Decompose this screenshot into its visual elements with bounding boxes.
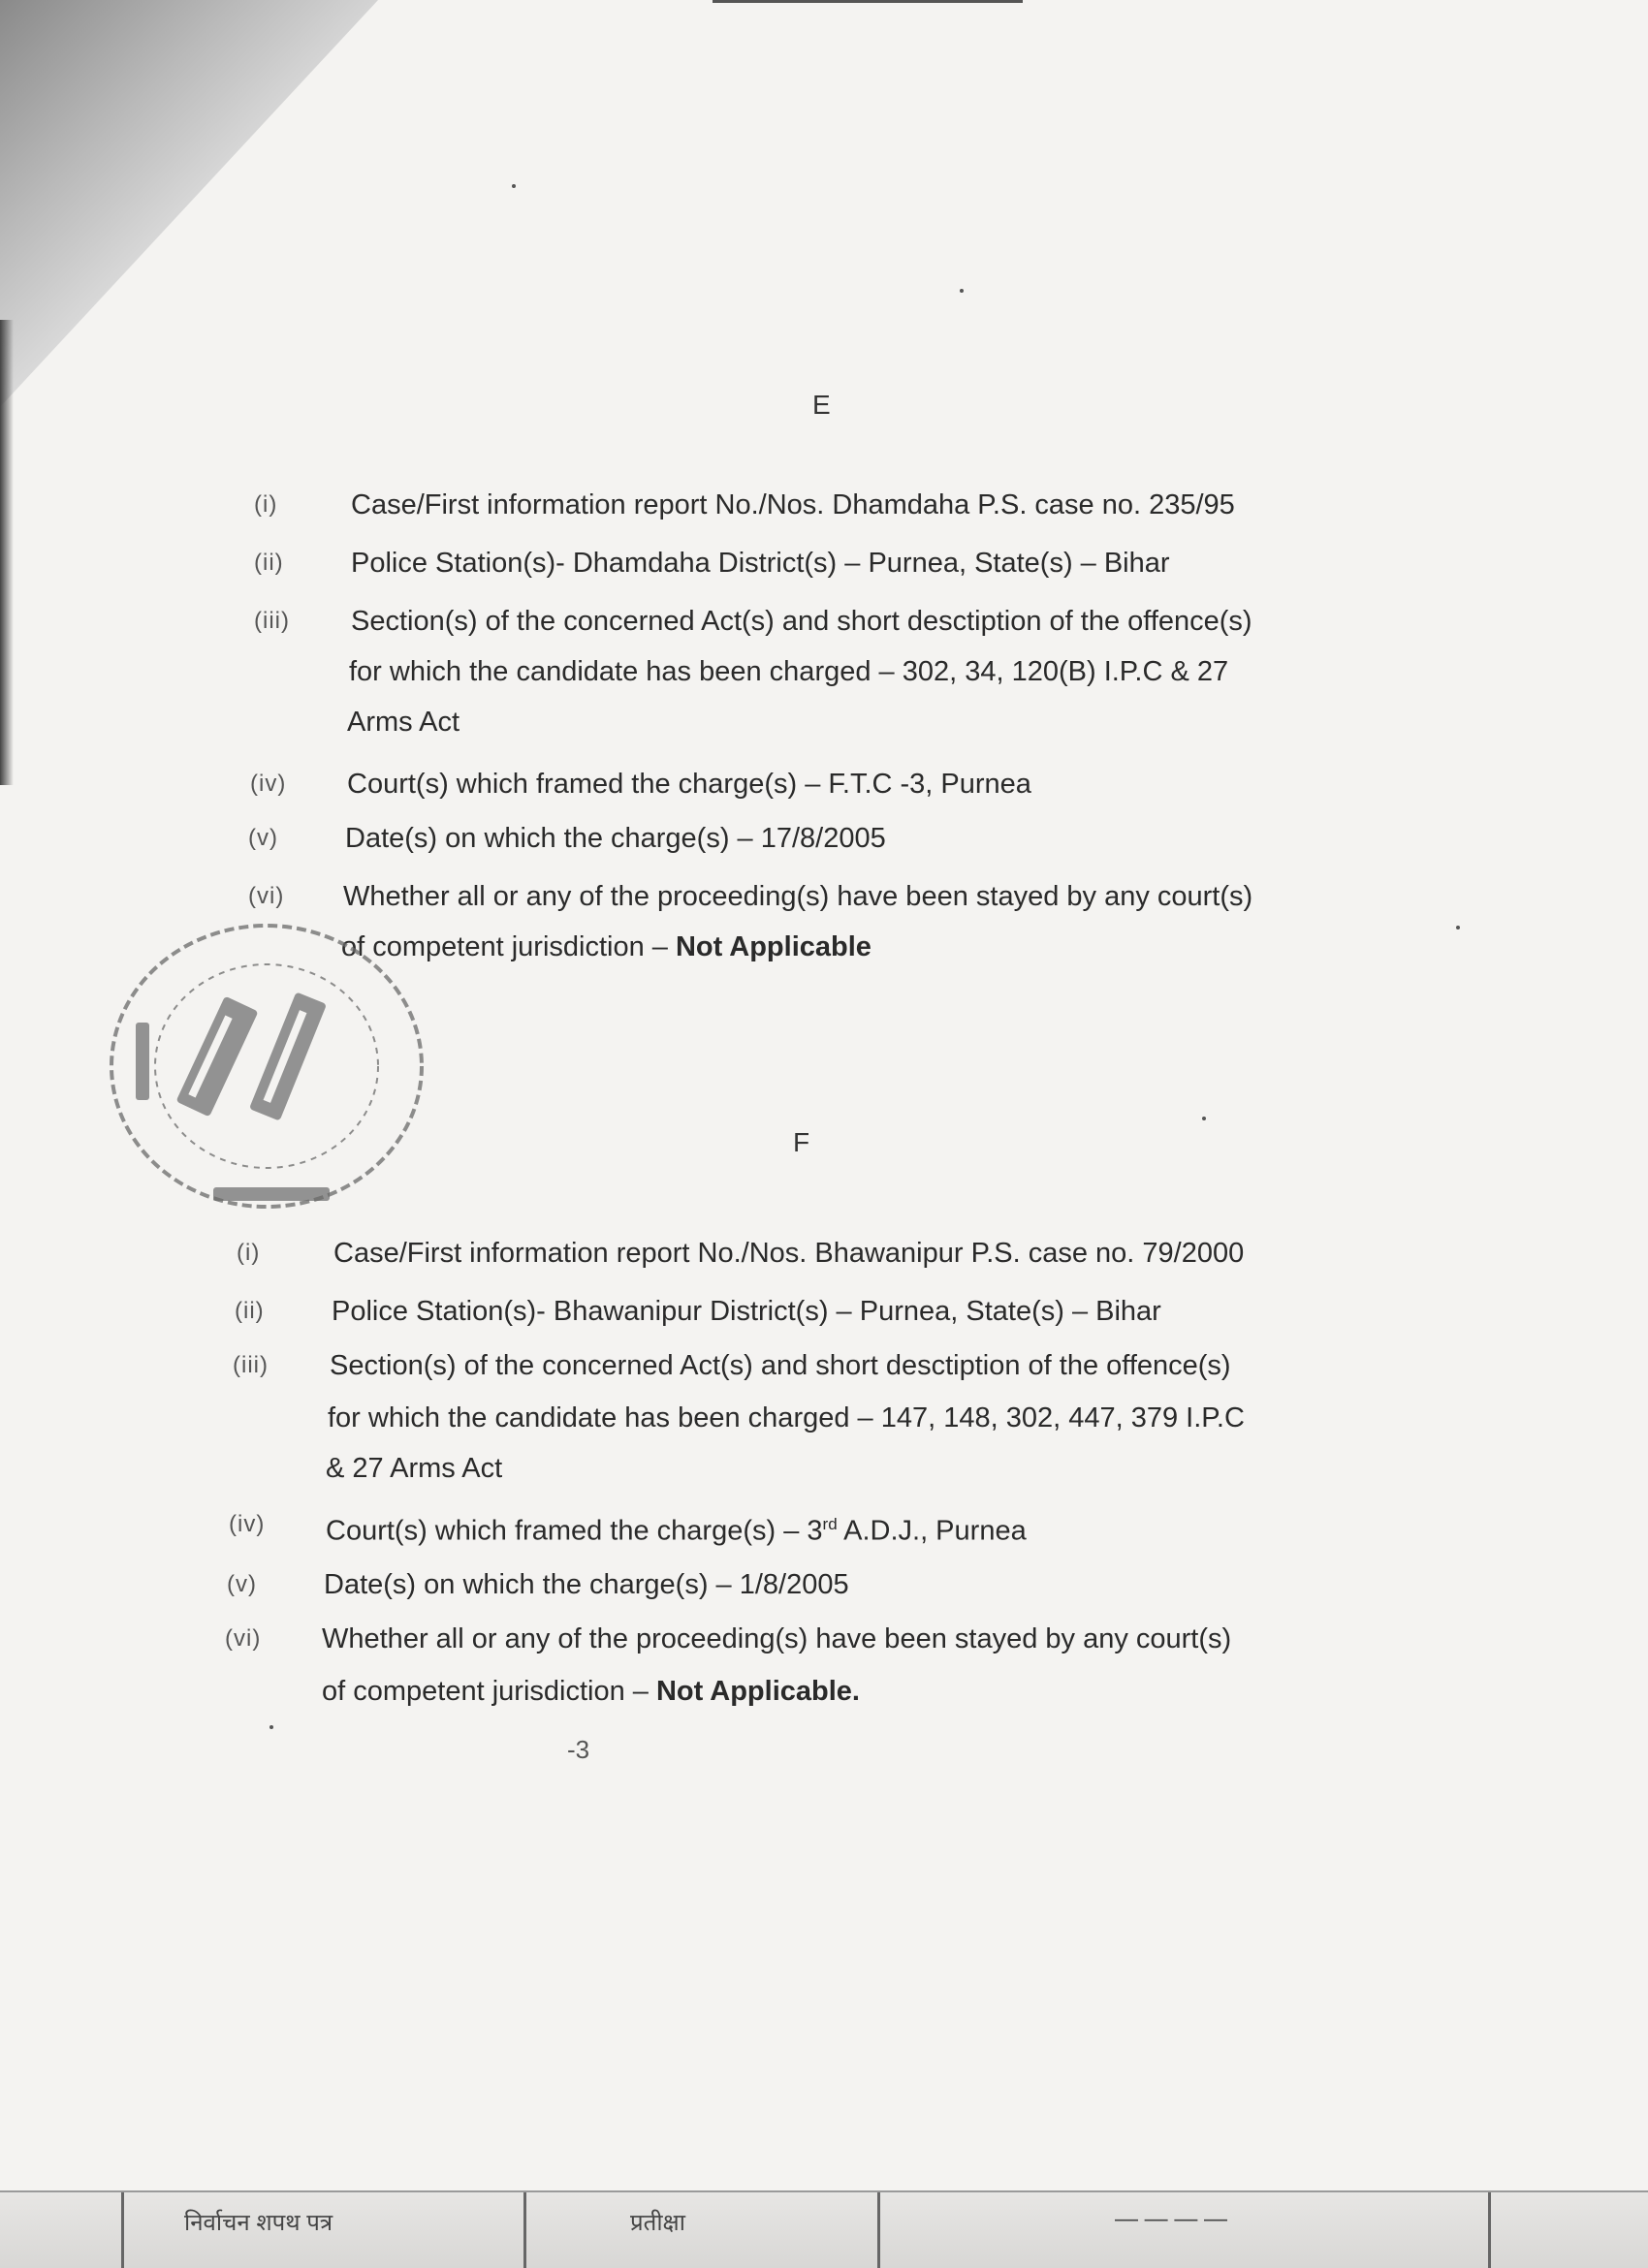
item-text-after: A.D.J., Purnea	[837, 1515, 1027, 1547]
section-e-item-3	[254, 597, 1417, 752]
item-text: Whether all or any of the proceeding(s) have been stayed by any court(s)	[343, 881, 1253, 912]
scan-speck	[1202, 1117, 1206, 1120]
item-text: Case/First information report No./Nos. Bhawanipur P.S. case no. 79/2000	[333, 1238, 1245, 1269]
strip-divider	[523, 2192, 526, 2268]
ordinal-suffix: rd	[822, 1515, 838, 1533]
item-number: (ii)	[235, 1298, 265, 1324]
item-text-continued: & 27 Arms Act	[326, 1453, 503, 1484]
section-f-item-4	[229, 1500, 1441, 1559]
item-text: Date(s) on which the charge(s) – 1/8/2005	[324, 1569, 849, 1600]
item-number: (i)	[237, 1240, 261, 1266]
official-seal-stamp	[97, 906, 436, 1226]
item-text-main: Court(s) which framed the charge(s) – 3	[326, 1515, 823, 1547]
item-text-continued: for which the candidate has been charged – 147, 148, 302, 447, 379 I.P.C	[328, 1402, 1245, 1433]
section-e-item-4	[250, 760, 1413, 818]
scan-speck	[512, 184, 516, 188]
item-text: Whether all or any of the proceeding(s) have been stayed by any court(s)	[322, 1623, 1232, 1654]
section-f-item-6	[225, 1615, 1446, 1721]
not-applicable-label: Not Applicable	[675, 931, 872, 962]
section-e-item-5	[248, 814, 1411, 872]
strip-divider	[1488, 2192, 1491, 2268]
scan-shadow-corner	[0, 0, 378, 407]
section-f-item-1	[237, 1229, 1448, 1287]
item-number: (i)	[254, 491, 278, 518]
strip-divider	[121, 2192, 124, 2268]
item-number: (iv)	[229, 1511, 266, 1537]
scan-shadow-edge	[0, 320, 14, 785]
item-text: Section(s) of the concerned Act(s) and short desctiption of the offence(s)	[351, 606, 1252, 637]
section-letter-e: E	[812, 390, 831, 420]
item-number: (vi)	[225, 1625, 262, 1652]
item-text	[326, 1500, 1027, 1556]
item-number: (iii)	[254, 608, 290, 634]
top-edge-line	[713, 0, 1023, 3]
item-number: (v)	[227, 1571, 257, 1597]
section-f-item-2	[235, 1287, 1446, 1345]
bottom-page-strip	[0, 2190, 1648, 2268]
not-applicable-label: Not Applicable.	[655, 1676, 860, 1707]
item-text-prefix: of competent jurisdiction –	[322, 1676, 656, 1707]
strip-cell: प्रतीक्षा	[630, 2210, 685, 2236]
item-text: Case/First information report No./Nos. Dhamdaha P.S. case no. 235/95	[351, 489, 1235, 520]
item-number: (iii)	[233, 1352, 269, 1378]
item-text-continued	[322, 1667, 860, 1716]
page-number-mark: -3	[567, 1735, 590, 1764]
item-text: Court(s) which framed the charge(s) – F.T.C -3, Purnea	[347, 769, 1031, 800]
item-text-continued: for which the candidate has been charged – 302, 34, 120(B) I.P.C & 27	[349, 656, 1229, 687]
scan-speck	[960, 289, 964, 293]
item-number: (vi)	[248, 883, 285, 909]
section-f-item-3	[233, 1341, 1444, 1496]
strip-divider	[877, 2192, 880, 2268]
item-text: Date(s) on which the charge(s) – 17/8/2005	[345, 823, 886, 854]
item-number: (iv)	[250, 771, 287, 797]
section-f-item-5	[227, 1560, 1439, 1619]
scan-speck	[269, 1725, 273, 1729]
item-text-prefix: of competent jurisdiction –	[341, 931, 676, 962]
section-e-item-2	[254, 539, 1417, 597]
item-text: Police Station(s)- Bhawanipur District(s) – Purnea, State(s) – Bihar	[332, 1296, 1161, 1327]
scan-speck	[1456, 926, 1460, 929]
strip-cell: निर्वाचन शपथ पत्र	[184, 2210, 333, 2236]
section-letter-f: F	[793, 1127, 810, 1157]
item-text: Section(s) of the concerned Act(s) and short desctiption of the offence(s)	[330, 1350, 1231, 1381]
section-e-item-1	[254, 481, 1417, 539]
item-text: Police Station(s)- Dhamdaha District(s) – Purnea, State(s) – Bihar	[351, 548, 1170, 579]
strip-cell: — — — —	[1115, 2206, 1228, 2232]
item-number: (ii)	[254, 550, 284, 576]
item-text-continued: Arms Act	[347, 707, 460, 738]
item-number: (v)	[248, 825, 278, 851]
